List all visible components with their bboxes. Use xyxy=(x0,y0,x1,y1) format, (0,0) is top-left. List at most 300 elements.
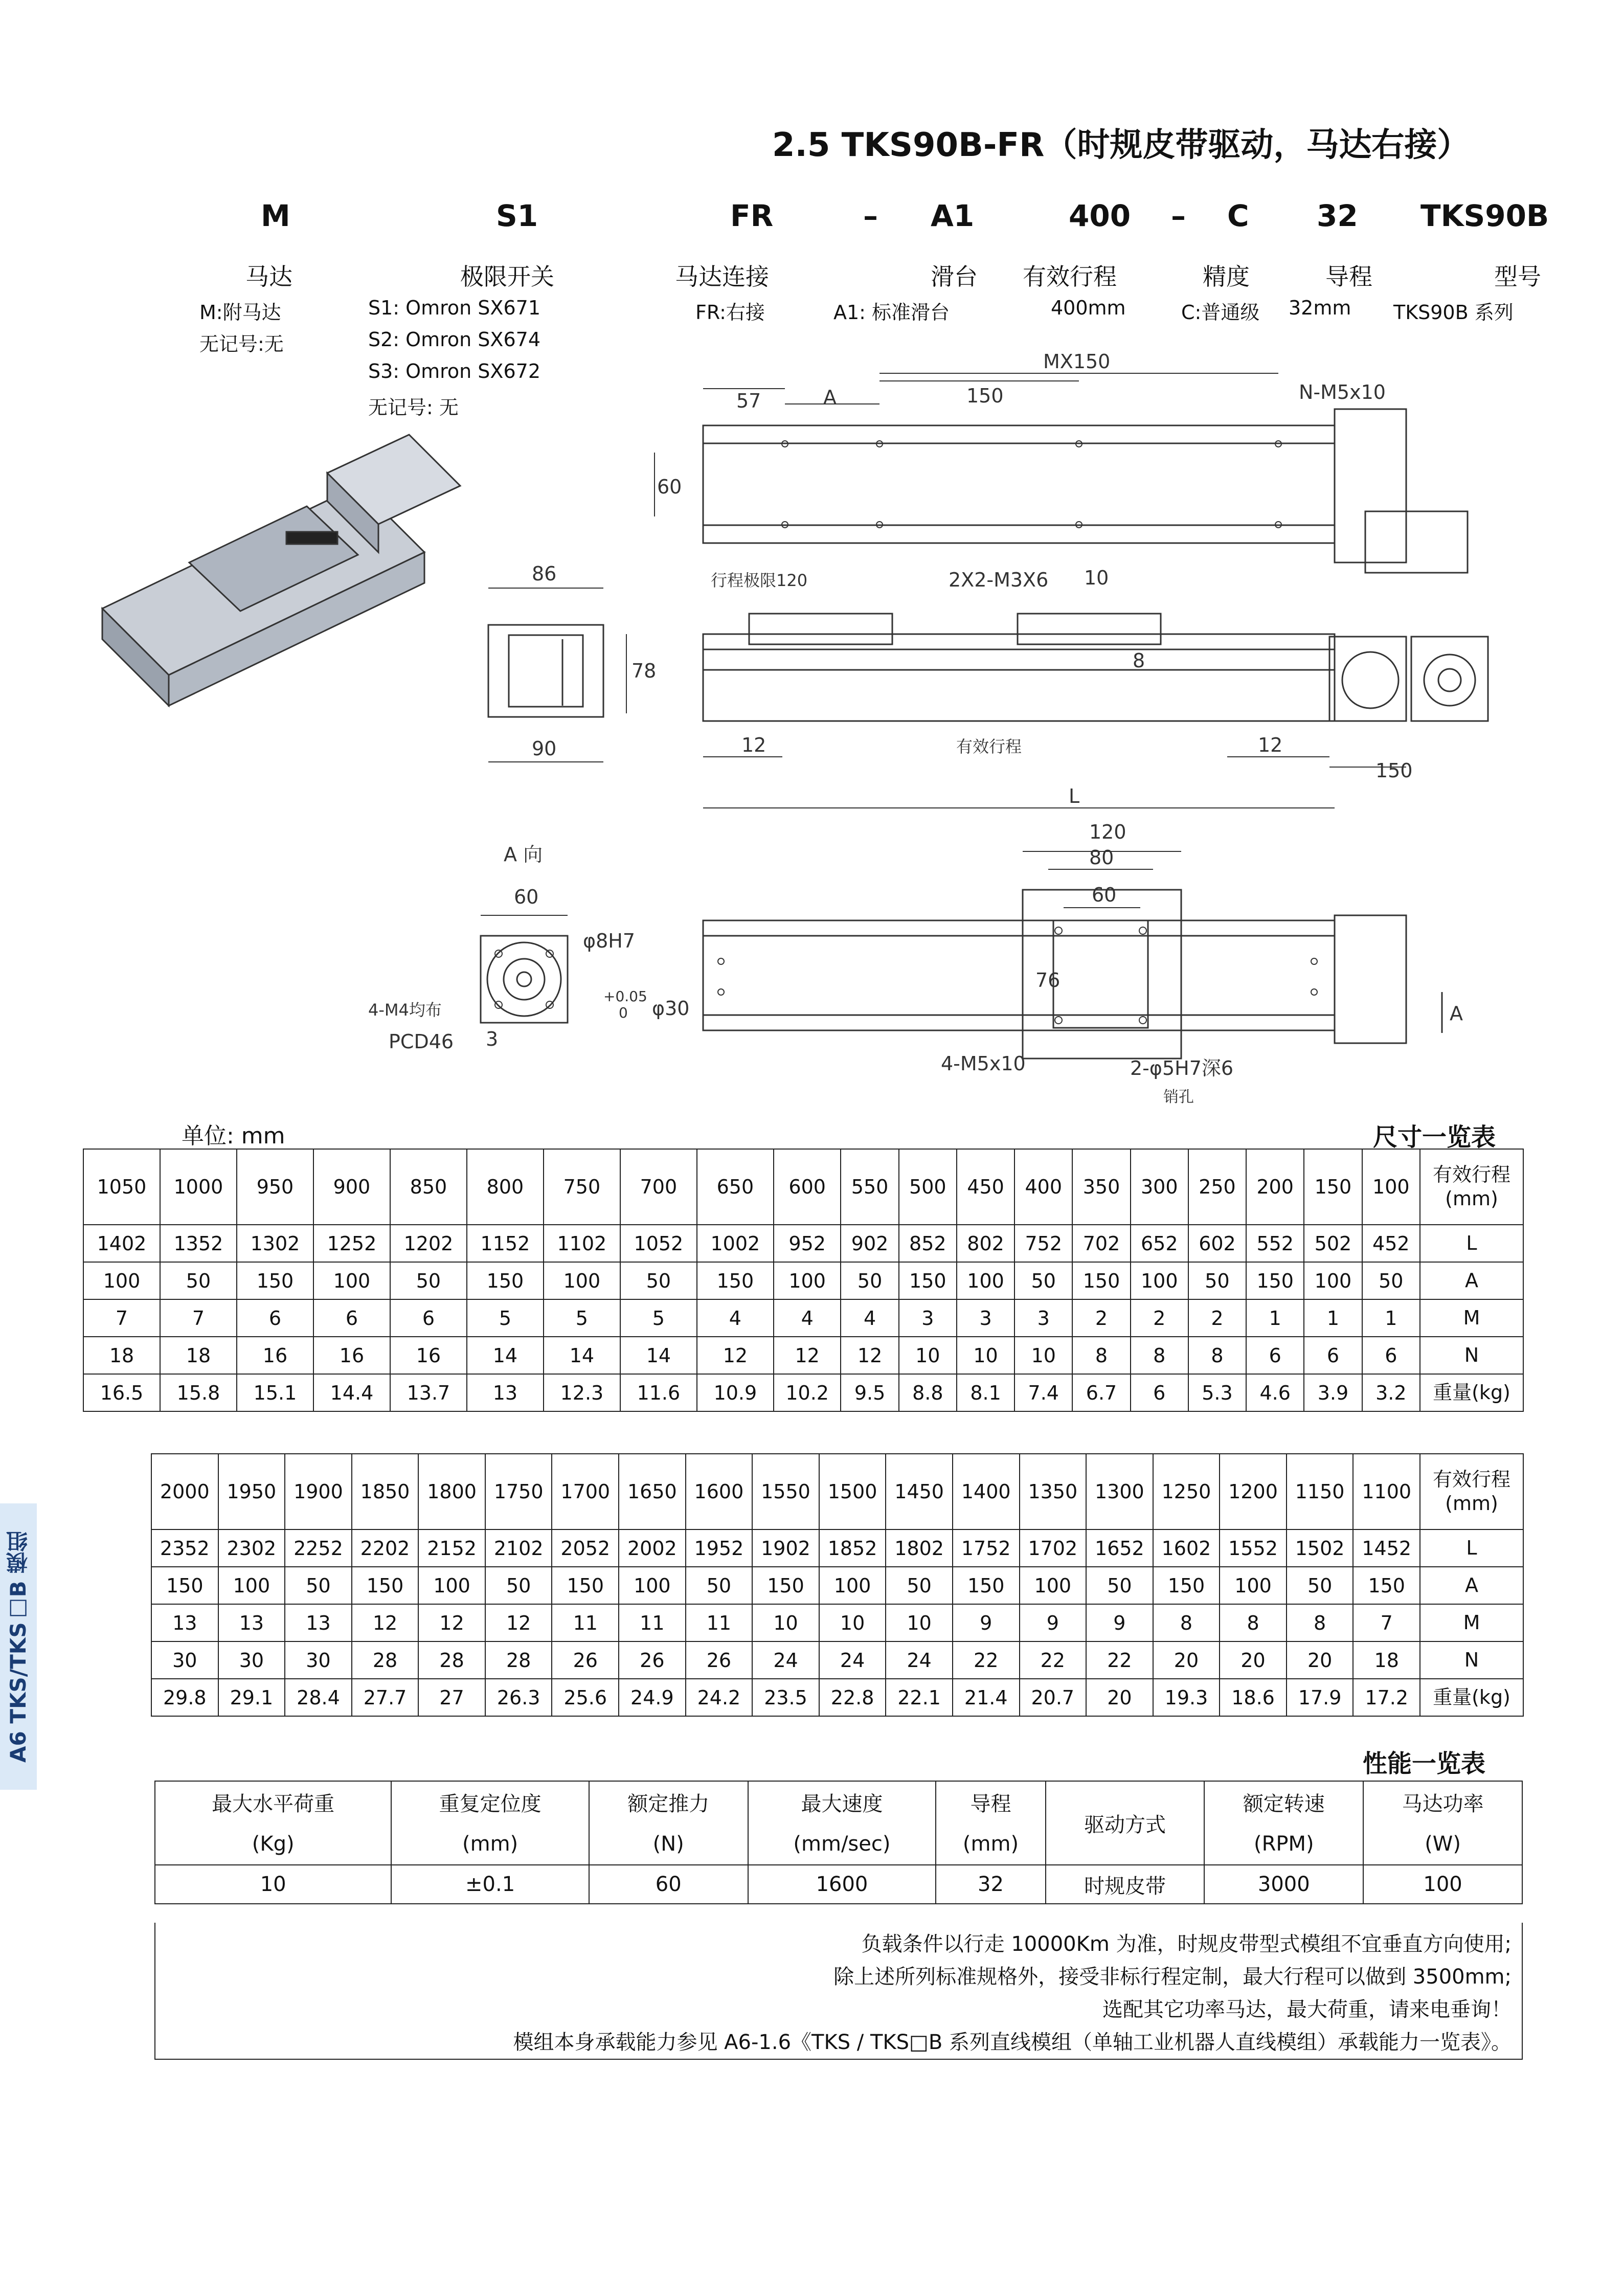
size-cell: 2202 xyxy=(352,1529,419,1567)
size-cell: 13 xyxy=(467,1374,544,1411)
dim-phi30: φ30 xyxy=(652,997,690,1020)
dim-m4: 4-M4均布 xyxy=(368,1000,442,1020)
size-cell: 50 xyxy=(1287,1567,1354,1604)
size-cell: 16 xyxy=(237,1337,313,1374)
size-cell: 8.1 xyxy=(957,1374,1014,1411)
size-cell: 28 xyxy=(352,1641,419,1679)
legend-motor-conn-label: 马达连接 xyxy=(675,263,769,290)
size-cell: 8 xyxy=(1131,1337,1188,1374)
size-cell: 1152 xyxy=(467,1225,544,1262)
size-cell: 100 xyxy=(819,1567,886,1604)
size-cell: 22.1 xyxy=(886,1679,953,1716)
size-table-1 xyxy=(83,1149,1524,1412)
size-cell: 500 xyxy=(899,1149,957,1225)
size-cell: 50 xyxy=(1014,1262,1072,1299)
dim-90: 90 xyxy=(532,737,557,760)
size-cell: 10 xyxy=(752,1604,819,1641)
dim-limit-120: 行程极限120 xyxy=(711,571,808,590)
size-cell: 3 xyxy=(899,1299,957,1337)
perf-unit: (mm) xyxy=(936,1823,1045,1865)
performance-table xyxy=(154,1781,1523,1904)
size-cell: 1852 xyxy=(819,1529,886,1567)
size-cell: 50 xyxy=(620,1262,697,1299)
size-cell: 10 xyxy=(1014,1337,1072,1374)
dim-10: 10 xyxy=(1084,567,1109,589)
perf-value: 1600 xyxy=(748,1865,936,1904)
perf-unit: (RPM) xyxy=(1204,1823,1363,1865)
size-cell: 1850 xyxy=(352,1454,419,1529)
note-1: 负载条件以行走 10000Km 为准，时规皮带型式模组不宜垂直方向使用; xyxy=(861,1932,1512,1956)
code-accuracy: C xyxy=(1227,198,1249,233)
size-cell: 30 xyxy=(151,1641,218,1679)
size-cell: 900 xyxy=(313,1149,390,1225)
code-slider: A1 xyxy=(931,198,975,233)
dim-m5-bottom: 4-M5x10 xyxy=(941,1052,1026,1075)
dim-80: 80 xyxy=(1089,846,1114,869)
legend-motor-conn-opt: FR:右接 xyxy=(695,301,765,324)
size-cell: 1 xyxy=(1304,1299,1362,1337)
size-cell: 1250 xyxy=(1153,1454,1220,1529)
size-cell: 150 xyxy=(899,1262,957,1299)
size-cell: 100 xyxy=(1304,1262,1362,1299)
size-cell: 6 xyxy=(237,1299,313,1337)
size-cell: 150 xyxy=(1304,1149,1362,1225)
performance-title: 性能一览表 xyxy=(1363,1749,1486,1778)
size-cell: 13 xyxy=(151,1604,218,1641)
dim-stroke: 有效行程 xyxy=(956,737,1022,756)
size-cell: 1452 xyxy=(1353,1529,1420,1567)
size-cell: 1450 xyxy=(886,1454,953,1529)
size-cell: 150 xyxy=(1072,1262,1130,1299)
dim-pin: 2-φ5H7深6 xyxy=(1130,1057,1234,1079)
size-cell: 12.3 xyxy=(544,1374,620,1411)
size-cell: 12 xyxy=(352,1604,419,1641)
size-cell: 7 xyxy=(1353,1604,1420,1641)
size-cell: 1702 xyxy=(1020,1529,1087,1567)
size-cell: 1552 xyxy=(1220,1529,1287,1567)
size-row xyxy=(151,1604,1523,1641)
size-cell: 3.9 xyxy=(1304,1374,1362,1411)
size-cell: 6 xyxy=(1362,1337,1420,1374)
size-cell: 22 xyxy=(953,1641,1020,1679)
size-cell: 550 xyxy=(841,1149,898,1225)
size-cell: 24 xyxy=(752,1641,819,1679)
size-row xyxy=(151,1567,1523,1604)
size-cell: 1150 xyxy=(1287,1454,1354,1529)
size-cell: 100 xyxy=(83,1262,160,1299)
size-cell: 50 xyxy=(160,1262,237,1299)
code-dash-2: – xyxy=(863,198,878,233)
size-cell: 12 xyxy=(841,1337,898,1374)
dim-tol-upper: +0.05 xyxy=(603,988,647,1005)
note-4: 模组本身承载能力参见 A6-1.6《TKS / TKS□B 系列直线模组（单轴工业机器人直线模组）承载能力一览表》。 xyxy=(513,2031,1512,2054)
size-cell: 26 xyxy=(686,1641,753,1679)
size-cell: 100 xyxy=(218,1567,285,1604)
legend-accuracy-opt: C:普通级 xyxy=(1181,301,1260,324)
size-cell: 1200 xyxy=(1220,1454,1287,1529)
dim-n-m5: N-M5x10 xyxy=(1299,381,1386,403)
size-cell: 20.7 xyxy=(1020,1679,1087,1716)
size-cell: 700 xyxy=(620,1149,697,1225)
size-cell: 1750 xyxy=(485,1454,552,1529)
size-cell: 7 xyxy=(160,1299,237,1337)
size-cell: 13 xyxy=(285,1604,352,1641)
size-cell: 1102 xyxy=(544,1225,620,1262)
size-cell: 1600 xyxy=(686,1454,753,1529)
size-cell: 2352 xyxy=(151,1529,218,1567)
size-cell: 10 xyxy=(957,1337,1014,1374)
size-cell: 602 xyxy=(1188,1225,1246,1262)
dim-57: 57 xyxy=(736,390,761,412)
size-cell: 6 xyxy=(1246,1337,1304,1374)
legend-motor-opt-1: M:附马达 xyxy=(199,301,281,324)
size-cell: 24 xyxy=(819,1641,886,1679)
size-cell: 28.4 xyxy=(285,1679,352,1716)
size-cell: 1202 xyxy=(390,1225,467,1262)
size-cell: 1502 xyxy=(1287,1529,1354,1567)
size-cell: 22 xyxy=(1020,1641,1087,1679)
size-cell: 4 xyxy=(774,1299,841,1337)
dim-60-top: 60 xyxy=(657,476,682,498)
perf-value: ±0.1 xyxy=(391,1865,589,1904)
size-cell: 3 xyxy=(1014,1299,1072,1337)
size-cell: 50 xyxy=(686,1567,753,1604)
size-cell: 26 xyxy=(619,1641,686,1679)
size-cell: 1352 xyxy=(160,1225,237,1262)
legend-limit-label: 极限开关 xyxy=(460,263,554,290)
size-cell: 1400 xyxy=(953,1454,1020,1529)
size-cell: 100 xyxy=(1362,1149,1420,1225)
size-cell: 16.5 xyxy=(83,1374,160,1411)
legend-limit-opt-1: S1: Omron SX671 xyxy=(368,297,540,319)
size-cell: 7 xyxy=(83,1299,160,1337)
legend-model-label: 型号 xyxy=(1494,263,1541,290)
perf-value: 3000 xyxy=(1204,1865,1363,1904)
size-cell: 1700 xyxy=(552,1454,619,1529)
size-header-cell: N xyxy=(1420,1337,1523,1374)
size-cell: 20 xyxy=(1220,1641,1287,1679)
size-cell: 30 xyxy=(285,1641,352,1679)
size-cell: 1752 xyxy=(953,1529,1020,1567)
perf-header: 最大速度 xyxy=(748,1781,936,1823)
size-cell: 1900 xyxy=(285,1454,352,1529)
dim-120: 120 xyxy=(1089,821,1126,843)
size-cell: 20 xyxy=(1153,1641,1220,1679)
size-cell: 1 xyxy=(1362,1299,1420,1337)
size-cell: 1650 xyxy=(619,1454,686,1529)
perf-value: 10 xyxy=(155,1865,391,1904)
size-cell: 2 xyxy=(1072,1299,1130,1337)
size-cell: 18 xyxy=(160,1337,237,1374)
size-cell: 6.7 xyxy=(1072,1374,1130,1411)
size-cell: 2002 xyxy=(619,1529,686,1567)
size-cell: 100 xyxy=(619,1567,686,1604)
size-cell: 2102 xyxy=(485,1529,552,1567)
size-row xyxy=(151,1641,1523,1679)
size-cell: 100 xyxy=(1131,1262,1188,1299)
size-cell: 10 xyxy=(819,1604,886,1641)
size-cell: 15.1 xyxy=(237,1374,313,1411)
size-cell: 3.2 xyxy=(1362,1374,1420,1411)
size-cell: 30 xyxy=(218,1641,285,1679)
size-cell: 802 xyxy=(957,1225,1014,1262)
size-cell: 13.7 xyxy=(390,1374,467,1411)
perf-header: 最大水平荷重 xyxy=(155,1781,391,1823)
code-motor: M xyxy=(261,198,290,233)
size-cell: 600 xyxy=(774,1149,841,1225)
size-cell: 9 xyxy=(1086,1604,1153,1641)
dim-76: 76 xyxy=(1035,969,1061,992)
size-cell: 1402 xyxy=(83,1225,160,1262)
size-cell: 4.6 xyxy=(1246,1374,1304,1411)
size-cell: 50 xyxy=(886,1567,953,1604)
legend-motor-opt-2: 无记号:无 xyxy=(199,333,284,355)
code-motor-conn: FR xyxy=(730,198,774,233)
size-cell: 1252 xyxy=(313,1225,390,1262)
perf-unit: (mm/sec) xyxy=(748,1823,936,1865)
size-cell: 950 xyxy=(237,1149,313,1225)
dim-150-top: 150 xyxy=(966,385,1004,407)
size-cell: 150 xyxy=(953,1567,1020,1604)
size-cell: 22.8 xyxy=(819,1679,886,1716)
size-cell: 29.1 xyxy=(218,1679,285,1716)
legend-lead-label: 导程 xyxy=(1325,263,1372,290)
size-cell: 1300 xyxy=(1086,1454,1153,1529)
size-cell: 18 xyxy=(1353,1641,1420,1679)
dim-8: 8 xyxy=(1133,649,1145,672)
size-cell: 50 xyxy=(390,1262,467,1299)
code-model: TKS90B xyxy=(1420,198,1549,233)
size-cell: 650 xyxy=(697,1149,774,1225)
size-cell: 1602 xyxy=(1153,1529,1220,1567)
size-header-cell: L xyxy=(1420,1529,1523,1567)
size-cell: 8 xyxy=(1072,1337,1130,1374)
size-cell: 10.2 xyxy=(774,1374,841,1411)
dim-mx150: MX150 xyxy=(1043,350,1111,373)
perf-value: 时规皮带 xyxy=(1046,1865,1205,1904)
size-cell: 50 xyxy=(285,1567,352,1604)
code-lead: 32 xyxy=(1317,198,1358,233)
legend-accuracy-label: 精度 xyxy=(1203,263,1250,290)
size-cell: 5 xyxy=(620,1299,697,1337)
dim-tol-lower: 0 xyxy=(619,1004,628,1021)
legend-motor-label: 马达 xyxy=(245,263,292,290)
perf-unit: (Kg) xyxy=(155,1823,391,1865)
legend-limit-opt-2: S2: Omron SX674 xyxy=(368,328,540,351)
note-3: 选配其它功率马达，最大荷重，请来电垂询！ xyxy=(1102,1998,1512,2021)
size-cell: 14 xyxy=(467,1337,544,1374)
size-cell: 24.2 xyxy=(686,1679,753,1716)
size-table-2 xyxy=(151,1453,1524,1717)
size-cell: 100 xyxy=(1020,1567,1087,1604)
perf-header: 重复定位度 xyxy=(391,1781,589,1823)
size-cell: 8.8 xyxy=(899,1374,957,1411)
size-row xyxy=(83,1299,1523,1337)
size-cell: 14 xyxy=(544,1337,620,1374)
size-cell: 150 xyxy=(352,1567,419,1604)
size-cell: 1052 xyxy=(620,1225,697,1262)
size-table-unit: 单位: mm xyxy=(182,1123,285,1149)
size-cell: 150 xyxy=(1353,1567,1420,1604)
size-cell: 1950 xyxy=(218,1454,285,1529)
size-cell: 5.3 xyxy=(1188,1374,1246,1411)
size-cell: 21.4 xyxy=(953,1679,1020,1716)
size-cell: 452 xyxy=(1362,1225,1420,1262)
size-cell: 902 xyxy=(841,1225,898,1262)
size-cell: 100 xyxy=(957,1262,1014,1299)
size-cell: 23.5 xyxy=(752,1679,819,1716)
perf-header: 马达功率 xyxy=(1363,1781,1522,1823)
size-cell: 11 xyxy=(686,1604,753,1641)
size-cell: 19.3 xyxy=(1153,1679,1220,1716)
dim-86: 86 xyxy=(532,562,557,585)
size-row xyxy=(83,1262,1523,1299)
size-cell: 100 xyxy=(418,1567,485,1604)
legend-limit-opt-3: S3: Omron SX672 xyxy=(368,360,540,382)
size-cell: 150 xyxy=(467,1262,544,1299)
size-cell: 17.9 xyxy=(1287,1679,1354,1716)
perf-unit: (mm) xyxy=(391,1823,589,1865)
legend-model-opt: TKS90B 系列 xyxy=(1393,301,1514,324)
size-cell: 10.9 xyxy=(697,1374,774,1411)
size-cell: 752 xyxy=(1014,1225,1072,1262)
size-cell: 1652 xyxy=(1086,1529,1153,1567)
size-cell: 12 xyxy=(774,1337,841,1374)
size-cell: 50 xyxy=(1188,1262,1246,1299)
size-cell: 100 xyxy=(313,1262,390,1299)
size-cell: 18.6 xyxy=(1220,1679,1287,1716)
view-a-label: A 向 xyxy=(504,843,543,866)
size-cell: 552 xyxy=(1246,1225,1304,1262)
size-header-cell: 重量(kg) xyxy=(1420,1374,1523,1411)
legend-lead-opt: 32mm xyxy=(1289,297,1351,319)
size-cell: 2 xyxy=(1188,1299,1246,1337)
code-dash-1: – xyxy=(1171,198,1186,233)
size-cell: 7.4 xyxy=(1014,1374,1072,1411)
size-cell: 9 xyxy=(953,1604,1020,1641)
size-cell: 15.8 xyxy=(160,1374,237,1411)
perf-row xyxy=(155,1823,1522,1865)
legend-stroke-label: 有效行程 xyxy=(1023,263,1117,290)
size-cell: 29.8 xyxy=(151,1679,218,1716)
size-cell: 8 xyxy=(1188,1337,1246,1374)
perf-header: 驱动方式 xyxy=(1046,1781,1205,1865)
dim-150-side: 150 xyxy=(1375,759,1413,782)
size-cell: 11 xyxy=(619,1604,686,1641)
size-cell: 24.9 xyxy=(619,1679,686,1716)
size-cell: 1802 xyxy=(886,1529,953,1567)
size-cell: 150 xyxy=(237,1262,313,1299)
size-cell: 1002 xyxy=(697,1225,774,1262)
size-cell: 502 xyxy=(1304,1225,1362,1262)
size-cell: 50 xyxy=(1362,1262,1420,1299)
size-cell: 2000 xyxy=(151,1454,218,1529)
size-cell: 2152 xyxy=(418,1529,485,1567)
size-cell: 50 xyxy=(841,1262,898,1299)
size-cell: 22 xyxy=(1086,1641,1153,1679)
size-cell: 11 xyxy=(552,1604,619,1641)
size-cell: 28 xyxy=(485,1641,552,1679)
size-cell: 12 xyxy=(485,1604,552,1641)
size-header-cell: 重量(kg) xyxy=(1420,1679,1523,1716)
size-cell: 6 xyxy=(390,1299,467,1337)
size-cell: 800 xyxy=(467,1149,544,1225)
size-cell: 27 xyxy=(418,1679,485,1716)
legend-slider-label: 滑台 xyxy=(931,263,978,290)
size-cell: 100 xyxy=(1220,1567,1287,1604)
dim-12-right: 12 xyxy=(1258,734,1283,756)
dim-60-flange: 60 xyxy=(514,886,539,908)
size-cell: 8 xyxy=(1220,1604,1287,1641)
perf-header: 额定转速 xyxy=(1204,1781,1363,1823)
perf-value: 100 xyxy=(1363,1865,1522,1904)
perf-value: 60 xyxy=(589,1865,748,1904)
view-arrow-a: A xyxy=(1450,1002,1463,1025)
size-cell: 2052 xyxy=(552,1529,619,1567)
side-tab: A6 TKS/TKS□B 模组 xyxy=(0,1503,37,1790)
size-cell: 14 xyxy=(620,1337,697,1374)
size-header-cell: M xyxy=(1420,1604,1523,1641)
perf-unit: (N) xyxy=(589,1823,748,1865)
size-cell: 450 xyxy=(957,1149,1014,1225)
size-cell: 18 xyxy=(83,1337,160,1374)
size-cell: 1500 xyxy=(819,1454,886,1529)
size-cell: 1902 xyxy=(752,1529,819,1567)
size-cell: 1952 xyxy=(686,1529,753,1567)
size-cell: 1 xyxy=(1246,1299,1304,1337)
size-cell: 12 xyxy=(697,1337,774,1374)
size-cell: 17.2 xyxy=(1353,1679,1420,1716)
size-cell: 26 xyxy=(552,1641,619,1679)
size-cell: 6 xyxy=(1304,1337,1362,1374)
size-cell: 150 xyxy=(752,1567,819,1604)
perf-unit: (W) xyxy=(1363,1823,1522,1865)
size-cell: 8 xyxy=(1287,1604,1354,1641)
size-cell: 13 xyxy=(218,1604,285,1641)
size-cell: 20 xyxy=(1287,1641,1354,1679)
size-cell: 9 xyxy=(1020,1604,1087,1641)
legend-stroke-opt: 400mm xyxy=(1051,297,1126,319)
size-cell: 6 xyxy=(313,1299,390,1337)
size-cell: 8 xyxy=(1153,1604,1220,1641)
size-row xyxy=(151,1529,1523,1567)
size-cell: 1000 xyxy=(160,1149,237,1225)
size-row xyxy=(83,1337,1523,1374)
dim-pin-note: 销孔 xyxy=(1163,1088,1194,1106)
size-cell: 1050 xyxy=(83,1149,160,1225)
size-cell: 28 xyxy=(418,1641,485,1679)
size-header-cell: 有效行程 (mm) xyxy=(1420,1454,1523,1529)
dim-3: 3 xyxy=(486,1028,499,1050)
legend-limit-opt-4: 无记号: 无 xyxy=(368,396,459,419)
size-cell: 702 xyxy=(1072,1225,1130,1262)
code-stroke: 400 xyxy=(1069,198,1131,233)
size-cell: 2252 xyxy=(285,1529,352,1567)
dim-60-bottom: 60 xyxy=(1092,884,1117,906)
size-cell: 150 xyxy=(552,1567,619,1604)
performance-notes xyxy=(154,1923,1523,2060)
size-cell: 250 xyxy=(1188,1149,1246,1225)
size-cell: 1100 xyxy=(1353,1454,1420,1529)
size-cell: 10 xyxy=(899,1337,957,1374)
note-2: 除上述所列标准规格外，接受非标行程定制，最大行程可以做到 3500mm; xyxy=(833,1965,1512,1989)
perf-value: 32 xyxy=(936,1865,1045,1904)
perf-row xyxy=(155,1865,1522,1904)
size-cell: 16 xyxy=(313,1337,390,1374)
size-cell: 26.3 xyxy=(485,1679,552,1716)
size-cell: 200 xyxy=(1246,1149,1304,1225)
size-cell: 12 xyxy=(418,1604,485,1641)
